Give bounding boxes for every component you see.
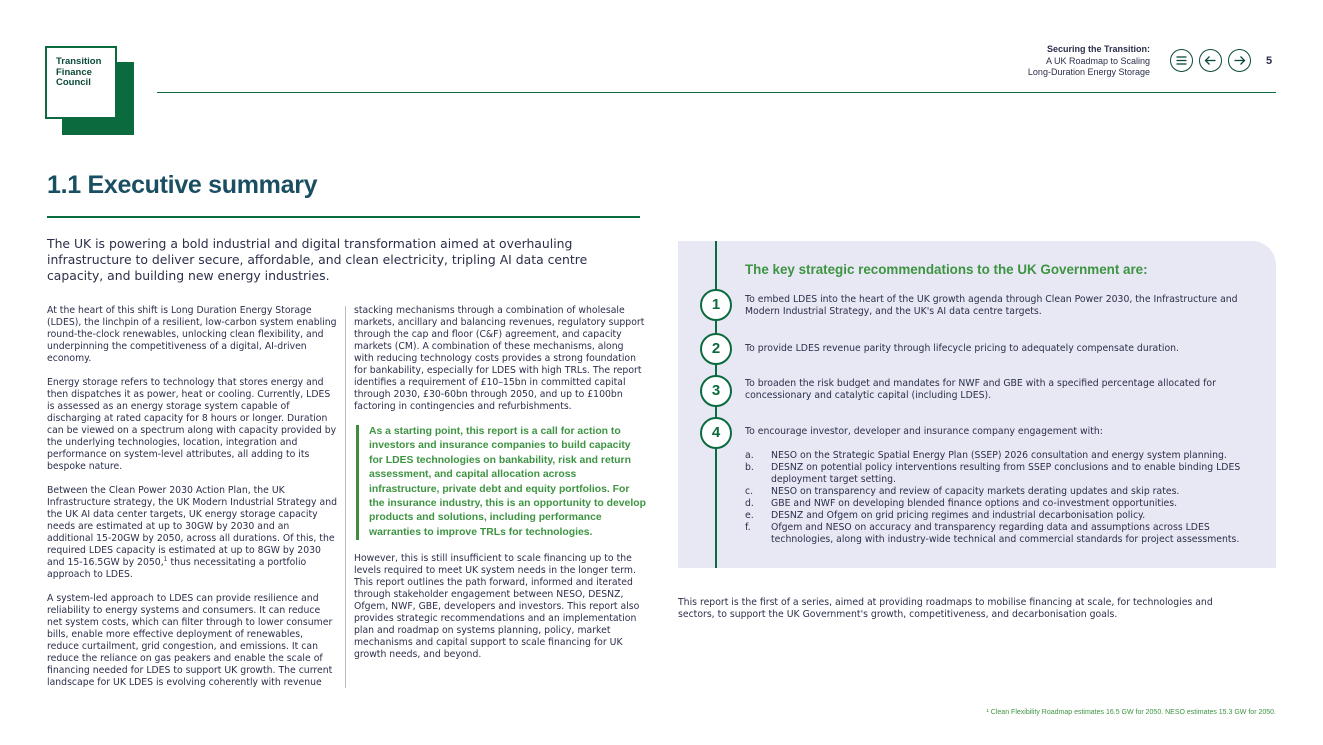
list-item	[745, 522, 1265, 546]
recommendation-4-sub-list	[745, 450, 1265, 546]
logo-line: Council	[56, 77, 91, 88]
page-title: 1.1 Executive summary	[47, 171, 318, 199]
recommendation-number-1: 1	[700, 289, 732, 321]
recommendation-number-2: 2	[700, 333, 732, 365]
logo-line: Transition	[56, 56, 102, 67]
paragraph: However, this is still insufficient to scale financing up to the levels required to meet UK system needs in the longer term. This report outlines the path forward, informed and iterated through stakeholder engagement between NESO, DESNZ, Ofgem, NWF, GBE, developers and investors. This report also provides strategic recommendations and an implementation plan and roadmap on systems planning, policy, market mechanisms and capital support to scale financing for UK growth needs, and beyond.	[354, 553, 640, 661]
previous-page-button[interactable]	[1199, 49, 1222, 72]
document-title-main: Securing the Transition:	[1046, 44, 1150, 54]
recommendation-text-1: To embed LDES into the heart of the UK growth agenda through Clean Power 2030, the Infrastructure and Modern Industrial Strategy, and the UK's AI data centre targets.	[745, 294, 1238, 317]
list-item	[745, 462, 1265, 486]
closing-paragraph: This report is the first of a series, aimed at providing roadmaps to mobilise financing at scale, for technologies and sectors, to support the UK Government's growth, competitiveness, and decarbonisation goals.	[678, 597, 1213, 620]
list-item	[745, 486, 1265, 498]
paragraph: stacking mechanisms through a combination of wholesale markets, ancillary and balancing revenues, regulatory support through the cap and floor (C&F) agreement, and capacity markets (CM). A combination of these mechanisms, along with reducing technology costs provides a strong foundation for bankability, especially for LDES with high TRLs. The report identifies a requirement of £10–15bn in committed capital through 2030, £30-60bn through 2050, and up to £100bn factoring in contingencies and refurbishments.	[354, 305, 645, 412]
list-item-text: NESO on the Strategic Spatial Energy Plan (SSEP) 2026 consultation and energy system planning.	[771, 450, 1227, 461]
arrow-left-icon	[1200, 50, 1221, 71]
document-title-sub: Long-Duration Energy Storage	[1027, 67, 1150, 77]
paragraph: Energy storage refers to technology that stores energy and then dispatches it as power, heat or cooling. Currently, LDES is assessed as an energy storage system capable of discharging at rated capacity for 8 hours or longer. Duration can be viewed on a spectrum along with capacity provided by the underlying technologies, location, integration and performance on system-level attributes, all adding to its bespoke nature.	[47, 377, 337, 472]
recommendations-heading: The key strategic recommendations to the UK Government are:	[745, 262, 1148, 277]
recommendation-number-3: 3	[700, 375, 732, 407]
list-letter: e.	[745, 510, 754, 521]
paragraph	[47, 485, 337, 581]
paragraph-text: thus necessitating a portfolio approach to LDES.	[47, 557, 307, 580]
list-letter: a.	[745, 450, 754, 461]
next-page-button[interactable]	[1228, 49, 1251, 72]
footnote: ¹ Clean Flexibility Roadmap estimates 16.5 GW for 2050. NESO estimates 15.3 GW for 2050.	[986, 709, 1276, 716]
recommendation-text-4: To encourage investor, developer and insurance company engagement with:	[745, 426, 1103, 437]
call-to-action-callout: As a starting point, this report is a call for action to investors and insurance companies to build capacity for LDES technologies on bankability, risk and return assessment, and capital allocation across infrastructure, private debt and equity portfolios. For the insurance industry, this is an opportunity to develop products and solutions, including performance warranties to improve TRLs for technologies.	[356, 425, 646, 540]
document-title	[1028, 44, 1150, 79]
menu-button[interactable]	[1170, 49, 1193, 72]
paragraph: A system-led approach to LDES can provide resilience and reliability to energy systems and consumers. It can reduce net system costs, which can filter through to lower consumer bills, enable more effective deployment of renewables, reduce curtailment, grid congestion, and emissions. It can reduce the reliance on gas peakers and enable the scale of financing needed for LDES to support UK growth. The current landscape for UK LDES is evolving coherently with revenue	[47, 593, 333, 688]
recommendation-text-3: To broaden the risk budget and mandates for NWF and GBE with a specified percentage allocated for concessionary and catalytic capital (including LDES).	[745, 378, 1216, 401]
recommendation-number-4: 4	[700, 417, 732, 449]
title-underline	[47, 216, 640, 218]
footnote-reference[interactable]: 1	[163, 555, 168, 563]
arrow-right-icon	[1229, 50, 1250, 71]
list-item-text: NESO on transparency and review of capacity markets derating updates and skip rates.	[771, 486, 1180, 497]
list-item-text: DESNZ and Ofgem on grid pricing regimes and industrial decarbonisation policy.	[771, 510, 1146, 521]
list-letter: b.	[745, 462, 754, 473]
paragraph-text: Between the Clean Power 2030 Action Plan, the UK Infrastructure strategy, the UK Modern Industrial Strategy and the UK AI data center targets, UK energy storage capacity needs are estimated at up to 30GW by 2030 and an additional 15-20GW by 2050, across all durations. Of this, the required LDES capacity is estimated at up to 8GW by 2030 and 15-16.5GW by 2050,	[47, 485, 338, 568]
menu-icon	[1171, 50, 1192, 71]
list-item	[745, 450, 1265, 462]
column-divider	[345, 306, 346, 688]
page-number: 5	[1266, 55, 1273, 67]
list-item-text: DESNZ on potential policy interventions resulting from SSEP conclusions and to enable binding LDES deployment target setting.	[771, 462, 1241, 485]
list-item	[745, 498, 1265, 510]
body-column-2	[354, 305, 646, 673]
list-letter: d.	[745, 498, 754, 509]
list-item-text: GBE and NWF on developing blended finance options and co-investment opportunities.	[771, 498, 1178, 509]
document-title-sub: A UK Roadmap to Scaling	[1045, 55, 1150, 66]
header-divider	[157, 92, 1276, 93]
paragraph: At the heart of this shift is Long Duration Energy Storage (LDES), the linchpin of a resilient, low-carbon system enabling round-the-clock renewables, unlocking clean flexibility, and underpinning the competitiveness of a digital, AI-driven economy.	[47, 305, 337, 364]
lead-paragraph: The UK is powering a bold industrial and digital transformation aimed at overhauling infrastructure to deliver secure, affordable, and clean electricity, tripling AI data centre capacity, and building new energy industries.	[47, 236, 588, 283]
list-letter: c.	[745, 486, 754, 497]
list-item-text: Ofgem and NESO on accuracy and transparency regarding data and assumptions across LDES technologies, along with industry-wide technical and commercial standards for project assessments.	[771, 522, 1240, 545]
logo-line: Finance	[56, 66, 92, 78]
list-item	[745, 510, 1265, 522]
list-letter: f.	[745, 522, 751, 533]
body-column-1	[47, 305, 337, 701]
recommendation-text-2: To provide LDES revenue parity through lifecycle pricing to adequately compensate duration.	[745, 343, 1179, 354]
transition-finance-council-logo[interactable]	[45, 46, 117, 119]
